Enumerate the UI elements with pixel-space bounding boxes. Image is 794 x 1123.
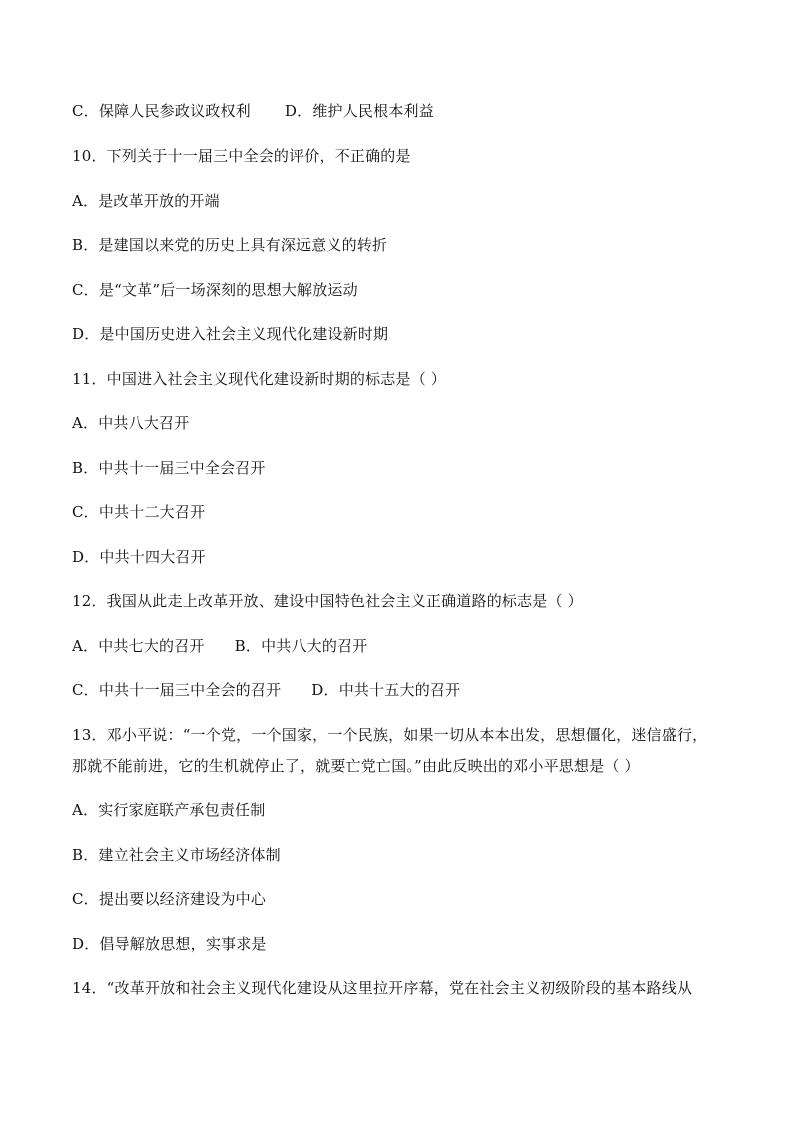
q10-option-a: A．是改革开放的开端 — [72, 192, 220, 210]
q12-stem: 12．我国从此走上改革开放、建设中国特色社会主义正确道路的标志是（ ） — [72, 592, 583, 610]
q10-stem: 10．下列关于十一届三中全会的评价，不正确的是 — [72, 147, 411, 165]
q13-option-a: A．实行家庭联产承包责任制 — [72, 801, 266, 819]
q13-stem-line1: 13．邓小平说：“一个党，一个国家，一个民族，如果一切从本本出发，思想僵化，迷信盛行， — [72, 726, 708, 744]
q11-option-b: B．中共十一届三中全会召开 — [72, 459, 266, 477]
q13-option-b: B．建立社会主义市场经济体制 — [72, 846, 281, 864]
q12-option-d: D．中共十五大的召开 — [311, 681, 461, 699]
q9-options-cd — [72, 100, 434, 122]
q13-option-d: D．倡导解放思想，实事求是 — [72, 935, 267, 953]
q9-option-d: D．维护人民根本利益 — [284, 102, 434, 120]
q13-stem-line2: 那就不能前进，它的生机就停止了，就要亡党亡国。”由此反映出的邓小平思想是（ ） — [72, 757, 640, 775]
q11-option-a: A．中共八大召开 — [72, 414, 190, 432]
q13-option-c: C．提出要以经济建设为中心 — [72, 890, 267, 908]
q12-option-c: C．中共十一届三中全会的召开 — [72, 681, 282, 699]
q10-option-c: C．是“文革”后一场深刻的思想大解放运动 — [72, 281, 358, 299]
q9-option-c: C．保障人民参政议政权利 — [72, 102, 251, 120]
q12-option-a: A．中共七大的召开 — [72, 637, 205, 655]
q14-stem-line1: 14．“改革开放和社会主义现代化建设从这里拉开序幕，党在社会主义初级阶段的基本路线从 — [72, 979, 693, 997]
q12-options-ab — [72, 635, 367, 657]
q10-option-d: D．是中国历史进入社会主义现代化建设新时期 — [72, 325, 389, 343]
q11-stem: 11．中国进入社会主义现代化建设新时期的标志是（ ） — [72, 370, 447, 388]
q12-option-b: B．中共八大的召开 — [234, 637, 368, 655]
q10-option-b: B．是建国以来党的历史上具有深远意义的转折 — [72, 236, 388, 254]
q12-options-cd — [72, 679, 460, 701]
q11-option-d: D．中共十四大召开 — [72, 548, 206, 566]
q11-option-c: C．中共十二大召开 — [72, 503, 206, 521]
